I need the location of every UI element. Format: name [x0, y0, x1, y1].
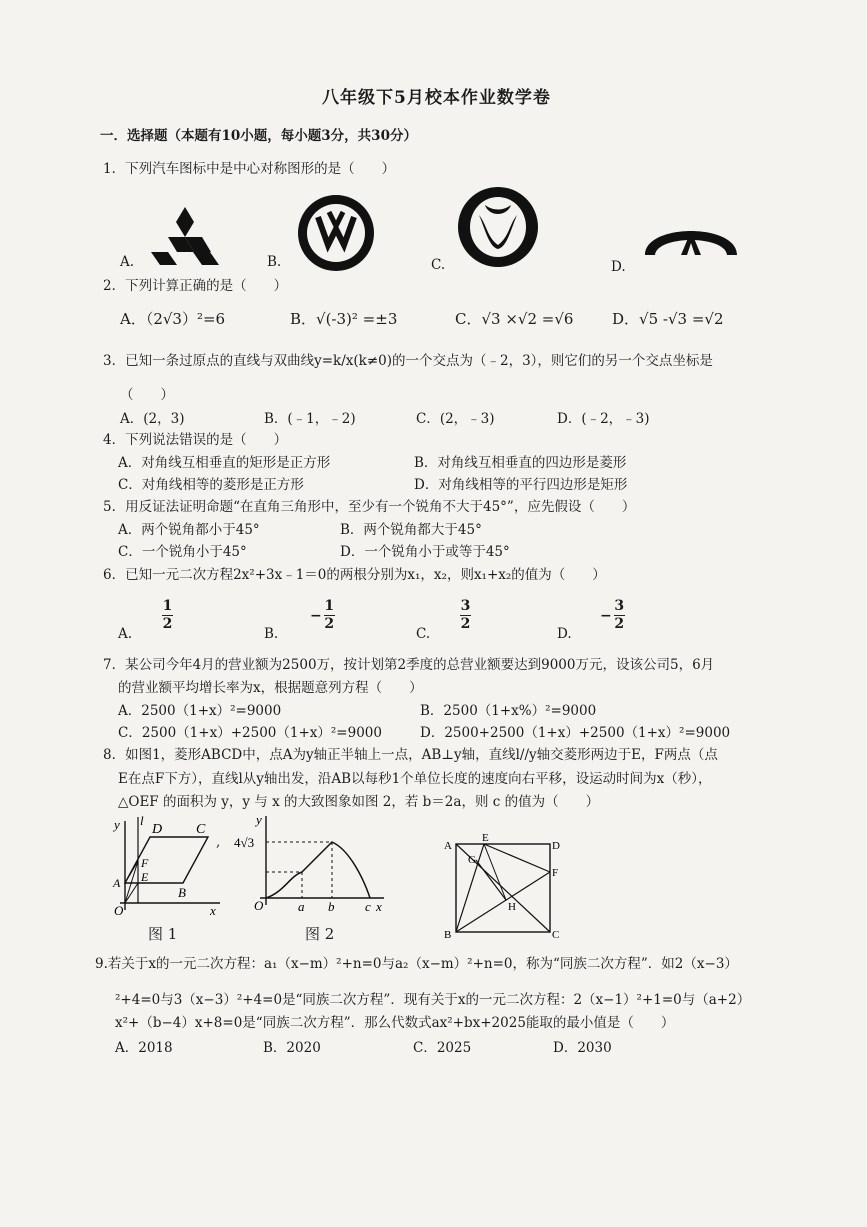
- question-9-line-2: ²+4=0与3（x−3）²+4=0是“同族二次方程”．现有关于x的一元二次方程：2（x−1）²+1=0与（a+2）: [115, 992, 751, 1008]
- question-8-line-3: △OEF 的面积为 y，y 与 x 的大致图象如图 2，若 b＝2a，则 c 的值为（ ）: [118, 794, 600, 810]
- q2-option-b: B．√(-3)² =±3: [290, 310, 398, 328]
- section-heading: 一．选择题（本题有10小题，每小题3分，共30分）: [100, 128, 417, 144]
- figure-1-caption: 图 1: [148, 925, 178, 943]
- question-8-line-1: 8．如图1，菱形ABCD中，点A为y轴正半轴上一点，AB⊥y轴，直线l//y轴交菱形两边于E，F两点（点: [103, 747, 718, 763]
- fig2-label-y: y: [256, 812, 262, 827]
- q3-option-b: B．(﹣1，﹣2): [264, 411, 356, 427]
- q1-option-b-label: B.: [267, 254, 282, 270]
- fig1-label-c: C: [196, 822, 206, 837]
- figure-separator-comma: ,: [216, 834, 221, 850]
- fig1-label-y: y: [114, 817, 120, 832]
- q6-option-c-fraction: 3 2: [460, 598, 471, 632]
- q9-option-c: C．2025: [413, 1040, 472, 1056]
- q5-option-c: C．一个锐角小于45°: [118, 544, 247, 560]
- q2-option-d: D．√5 -√3 =√2: [612, 310, 724, 328]
- q1-option-d-label: D.: [611, 259, 626, 275]
- q4-option-c: C．对角线相等的菱形是正方形: [118, 477, 304, 493]
- q4-option-d: D．对角线相等的平行四边形是矩形: [414, 477, 628, 493]
- fig2-label-b: b: [328, 899, 335, 914]
- question-9-line-3: x²+（b−4）x+8=0是“同族二次方程”．那么代数式ax²+bx+2025能取的最小值是（ ）: [115, 1015, 675, 1031]
- q4-option-a: A．对角线互相垂直的矩形是正方形: [118, 455, 331, 471]
- question-6-stem: 6．已知一元二次方程2x²+3x﹣1＝0的两根分别为x₁，x₂，则x₁+x₂的值为（ ）: [103, 567, 606, 583]
- question-3-stem: 3．已知一条过原点的直线与双曲线y=k/x(k≠0)的一个交点为（﹣2，3），则它们的另一个交点坐标是: [103, 353, 713, 369]
- fig2-label-o: O: [254, 898, 264, 913]
- q6-option-c-label: C.: [416, 626, 431, 642]
- fig1-label-x: x: [210, 903, 216, 918]
- q2-option-a: A．（2√3）²=6: [120, 310, 226, 328]
- fig3-label-b: B: [444, 929, 452, 940]
- figure-2-caption: 图 2: [305, 925, 335, 943]
- fig1-label-e: E: [141, 870, 149, 884]
- q5-option-d: D．一个锐角小于或等于45°: [340, 544, 510, 560]
- fig3-label-f: F: [552, 867, 559, 879]
- q6-option-d-label: D.: [557, 626, 572, 642]
- q9-option-a: A．2018: [115, 1040, 173, 1056]
- q6-option-a-fraction: 1 2: [162, 598, 173, 632]
- q5-option-b: B．两个锐角都大于45°: [340, 522, 482, 538]
- q4-option-b: B．对角线互相垂直的四边形是菱形: [414, 455, 627, 471]
- question-7-line-2: 的营业额平均增长率为x，根据题意列方程（ ）: [118, 680, 423, 696]
- fig1-label-d: D: [152, 822, 163, 837]
- fig2-label-x: x: [376, 899, 382, 914]
- fig2-label-a: a: [298, 899, 305, 914]
- question-4-stem: 4．下列说法错误的是（ ）: [103, 432, 288, 448]
- question-2-stem: 2．下列计算正确的是（ ）: [103, 278, 288, 294]
- fig3-label-c: C: [552, 929, 560, 940]
- page-title: 八年级下5月校本作业数学卷: [322, 88, 551, 108]
- q7-option-b: B．2500（1+x%）²=9000: [420, 703, 597, 719]
- q6-option-b-fraction: − 1 2: [310, 598, 335, 632]
- fig2-label-c: c: [365, 899, 371, 914]
- q1-option-c-label: C.: [431, 257, 446, 273]
- q9-option-d: D．2030: [553, 1040, 612, 1056]
- question-3-blank: （ ）: [120, 387, 174, 403]
- figure-1-rhombus-diagram: [110, 815, 225, 920]
- dongfeng-logo-icon: [457, 185, 539, 269]
- q5-option-a: A．两个锐角都小于45°: [118, 522, 260, 538]
- q3-option-c: C．(2，﹣3): [416, 411, 495, 427]
- question-7-line-1: 7．某公司今年4月的营业额为2500万，按计划第2季度的总营业额要达到9000万元，设该公司5，6月: [103, 657, 715, 673]
- q2-option-c: C．√3 ×√2 =√6: [455, 310, 574, 328]
- q6-option-b-label: B.: [264, 626, 279, 642]
- mitsubishi-logo-icon: [148, 205, 222, 267]
- question-9-line-1: 9.若关于x的一元二次方程：a₁（x−m）²+n=0与a₂（x−m）²+n=0，称为“同族二次方程”．如2（x−3）: [95, 956, 738, 972]
- q9-option-b: B．2020: [263, 1040, 321, 1056]
- fig1-label-f: F: [141, 856, 149, 870]
- volkswagen-logo-icon: [296, 193, 376, 273]
- q1-option-a-label: A.: [120, 254, 135, 270]
- q6-option-d-fraction: − 3 2: [600, 598, 625, 632]
- question-5-stem: 5．用反证法证明命题“在直角三角形中，至少有一个锐角不大于45°”，应先假设（ ）: [103, 499, 636, 515]
- infiniti-logo-icon: [641, 215, 741, 263]
- fig2-label-max-value: 4√3: [234, 835, 255, 850]
- q3-option-d: D．(﹣2，﹣3): [557, 411, 650, 427]
- fig1-label-a: A: [113, 876, 121, 890]
- fig3-label-a: A: [444, 840, 452, 852]
- fig1-label-l: l: [140, 815, 144, 828]
- fig1-label-b: B: [178, 885, 186, 900]
- fig3-label-e: E: [482, 832, 489, 844]
- question-8-line-2: E在点F下方），直线l从y轴出发，沿AB以每秒1个单位长度的速度向右平移，设运动时间为x（秒），: [118, 771, 712, 787]
- q7-option-a: A．2500（1+x）²=9000: [118, 703, 282, 719]
- fig3-label-d: D: [552, 840, 560, 852]
- figure-2-graph: [232, 810, 392, 920]
- q3-option-a: A．(2，3): [120, 411, 185, 427]
- q6-option-a-label: A.: [118, 626, 133, 642]
- fig3-label-h: H: [508, 901, 516, 913]
- q7-option-d: D．2500+2500（1+x）+2500（1+x）²=9000: [420, 725, 731, 741]
- square-geometry-diagram: [440, 828, 570, 940]
- fig1-label-o: O: [114, 903, 124, 918]
- fig3-label-g: G: [468, 854, 476, 866]
- q7-option-c: C．2500（1+x）+2500（1+x）²=9000: [118, 725, 382, 741]
- question-1-stem: 1．下列汽车图标中是中心对称图形的是（ ）: [103, 161, 396, 177]
